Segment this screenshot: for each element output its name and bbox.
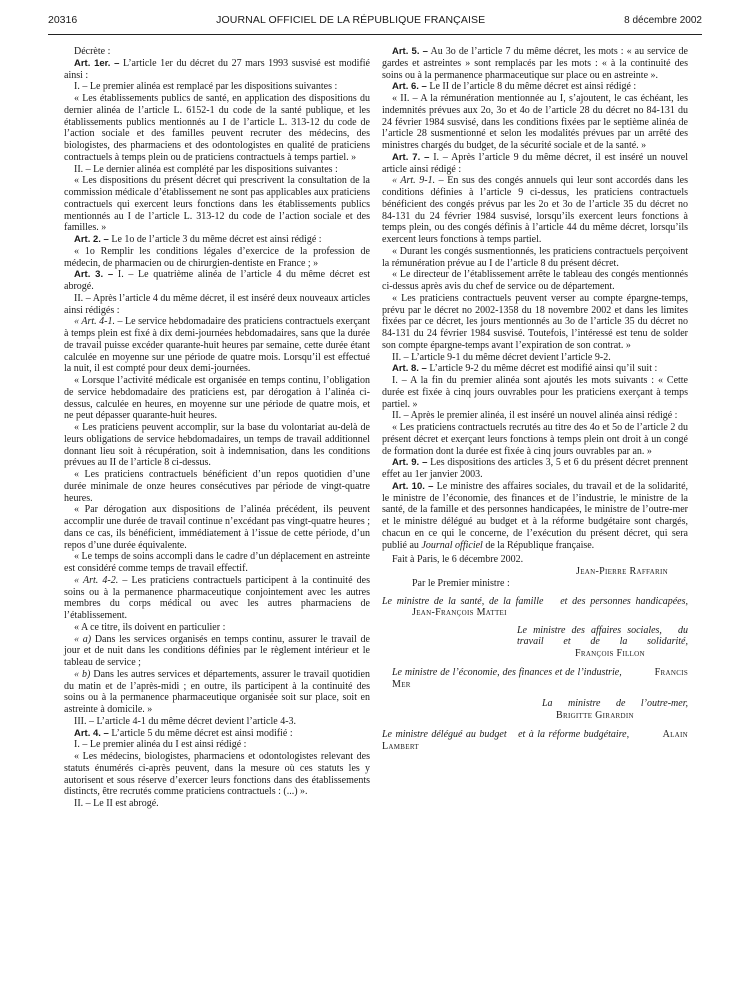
article-label: Art. 7. – — [392, 151, 430, 163]
article-label: Art. 10. – — [392, 480, 434, 492]
signatory-title: et des personnes handicapées, — [560, 595, 689, 607]
paragraph: II. – Le II est abrogé. — [74, 798, 159, 809]
article-text: L’article 5 du même décret est ainsi modifié : — [111, 727, 293, 739]
paragraph: « 1o Remplir les conditions légales d’exercice de la profession de médecin, de pharmacien ou de chirurgien-dentiste en France ; » — [64, 245, 370, 269]
left-column — [64, 46, 370, 810]
article-4-2 — [64, 575, 370, 622]
paragraph: II. – L’article 9-1 du même décret devient l’article 9-2. — [392, 351, 611, 363]
paragraph: « A ce titre, ils doivent en particulier : — [74, 621, 226, 633]
article-label: Art. 9. – — [392, 457, 428, 469]
item-label: « b) — [74, 668, 91, 680]
article-label: Art. 1er. – — [74, 57, 120, 69]
signature-affaires-sociales — [382, 625, 688, 660]
article-5 — [382, 46, 688, 81]
item-b — [64, 669, 370, 716]
signatory-title: Le ministre des affaires sociales, — [517, 624, 662, 636]
signatory-name: Jean-François Mattei — [412, 607, 507, 618]
article-text: Le 1o de l’article 3 du même décret est ainsi rédigé : — [111, 234, 322, 245]
signatory-title: Le ministre de l’économie, — [392, 667, 500, 678]
article-text: L’article 1er du décret du 27 mars 1993 susvisé est modifié ainsi : — [64, 57, 370, 81]
article-text: Les dispositions des articles 3, 5 et 6 du présent décret prennent effet au 1er janvier 2003. — [382, 457, 688, 480]
subarticle-text: – En sus des congés annuels qui leur sont accordés dans les conditions définies à l’article 9 ci-dessus, les praticiens contractuels bénéficient des congés prévus par les 2o et 3o de l’article 35 du décret no 84-131 du 24 février 1984 susvisé, lorsqu’ils exercent leurs fonctions à temps plein, ou des congés définis à l’article 44 du même décret, lorsqu’ils exercent leurs fonctions à temps partiel. — [382, 175, 688, 245]
article-3 — [64, 269, 370, 293]
signature-outre-mer — [382, 698, 688, 721]
paragraph: « Les médecins, biologistes, pharmaciens et odontologistes relevant des statuts énumérés ci-après peuvent, dans la mesure où ces statuts les y autorisent et sous réserve d’exercer leurs fonctions dans des établissements distincts, être recrutés comme praticiens contractuels : (...) ». — [64, 751, 370, 798]
paragraph: I. – Le premier alinéa du I est ainsi rédigé : — [74, 739, 247, 751]
article-7 — [382, 152, 688, 176]
item-label: « a) — [74, 633, 92, 645]
article-text: I. – Après l’article 9 du même décret, il est inséré un nouvel article ainsi rédigé : — [382, 151, 688, 175]
article-2 — [64, 234, 370, 246]
article-label: Art. 4. – — [74, 727, 109, 739]
paragraph: « Les praticiens contractuels recrutés au titre des 4o et 5o de l’article 2 du présent décret et exerçant leurs fonctions à temps plein ont droit à un congé de formation dont la durée est fixée à cinq jours ouvrables par an. » — [382, 422, 688, 457]
item-a — [64, 634, 370, 669]
article-text: Le II de l’article 8 du même décret est ainsi rédigé : — [429, 81, 637, 93]
prime-minister-name: Jean-Pierre Raffarin — [576, 566, 668, 577]
paragraph: « II. – A la rémunération mentionnée au I, s’ajoutent, le cas échéant, les indemnités prévues aux 2o, 3o et 4o de l’article 28 du décret no 84-131 du 24 février 1984 susvisé, dans les conditions fixées par le septième alinéa de l’article 28 susmentionné et selon les modalités prévues par un arrêté des ministres chargés du budget, de la sécurité sociale et de la santé. » — [382, 93, 688, 151]
signatory-title: Le ministre de la santé, de la famille — [382, 595, 544, 607]
signing-place-date: Fait à Paris, le 6 décembre 2002. — [392, 554, 524, 566]
paragraph: I. – A la fin du premier alinéa sont ajoutés les mots suivants : « Cette durée est fixée à cinq jours ouvrables pour les praticiens exerçant à temps partiel. » — [382, 375, 688, 410]
article-label: Art. 2. – — [74, 234, 109, 245]
article-label: Art. 8. – — [392, 363, 427, 375]
subarticle-label: « Art. 4-2. — [74, 574, 119, 586]
subarticle-label: « Art. 9-1. — [392, 175, 436, 187]
paragraph: II. – Le dernier alinéa est complété par les dispositions suivantes : — [74, 163, 338, 175]
signatory-name: Brigitte Girardin — [556, 709, 634, 721]
paragraph: « Les praticiens contractuels peuvent verser au compte épargne-temps, prévu par le décret no 2002-1358 du 18 novembre 2002 et dans les limites fixées par ce décret, les jours mentionnés au 3o de l’article 35 du décret no 84-131 du 24 février 1984 susvisé. Toutefois, l’intéressé est tenu de solder son compte épargne-temps avant l’expiration de son contrat. » — [382, 292, 688, 351]
article-text: Au 3o de l’article 7 du même décret, les mots : « au service de gardes et astreintes » sont remplacés par les mots : « à la continuité des soins ou à la permanence pharmaceutique sur place ou en astreinte ». — [382, 46, 688, 81]
journal-title: JOURNAL OFFICIEL DE LA RÉPUBLIQUE FRANÇAISE — [216, 14, 486, 26]
paragraph: « Le temps de soins accompli dans le cadre d’un déplacement en astreinte est considéré comme temps de travail effectif. — [64, 551, 370, 574]
signatory-title: des finances et de l’industrie, — [502, 667, 622, 678]
signatory-name: Francis Mer — [392, 667, 689, 690]
article-4 — [64, 728, 370, 740]
article-6 — [382, 81, 688, 93]
signatory-title: du travail et de la solidarité, — [517, 624, 689, 647]
signatory-title: et à la réforme budgétaire, — [518, 729, 630, 740]
paragraph: « Par dérogation aux dispositions de l’alinéa précédent, ils peuvent accomplir une durée de travail continue n’excédant pas vingt-quatre heures ; dans ce cas, ils bénéficient, immédiatement à l’issue de cette période, d’un repos d’une durée équivalente. — [64, 504, 370, 551]
countersign-by: Par le Premier ministre : — [412, 577, 510, 589]
subarticle-text: – Le service hebdomadaire des praticiens contractuels exerçant à temps plein est fixé à dix demi-journées hebdomadaires, sans que la durée de travail puisse excéder quarante-huit heures par semaine, cette durée étant calculée en moyenne sur une période de quatre mois. Lorsqu’il est effectué la nuit, il est compté pour deux demi-journées. — [64, 316, 370, 375]
paragraph: III. – L’article 4-1 du même décret devient l’article 4-3. — [74, 715, 297, 727]
article-text: L’article 9-2 du même décret est modifié ainsi qu’il suit : — [429, 363, 658, 375]
signatory-name: François Fillon — [575, 647, 645, 659]
paragraph: « Les établissements publics de santé, en application des dispositions du dernier alinéa de l’article L. 6152-1 du code de la santé publique, et les établissements publics mentionnés au I de l’article L. 313-12 du code de l’action sociale et des familles peuvent recruter des médecins, des biologistes, des pharmaciens et des odontologistes en qualité de praticiens contractuels à temps plein ou de praticiens contractuels à temps partiel. » — [64, 93, 370, 163]
header-rule — [48, 34, 702, 35]
subarticle-text: – Les praticiens contractuels participent à la continuité des soins ou à la permanence pharmaceutique conjointement avec les autres membres du corps médical ou avec les autres pharmaciens de l’établissement. — [64, 574, 370, 621]
article-label: Art. 3. – — [74, 269, 114, 281]
signatory-name: Alain Lambert — [382, 729, 689, 752]
article-9 — [382, 457, 688, 481]
paragraph: « Durant les congés susmentionnés, les praticiens contractuels perçoivent la rémunération prévue au I de l’article 8 du présent décret. — [382, 245, 688, 269]
signature-economie — [382, 667, 688, 690]
paragraph: « Les praticiens contractuels bénéficient d’un repos quotidien d’une durée minimale de onze heures consécutives par période de vingt-quatre heures. — [64, 469, 370, 504]
article-label: Art. 5. – — [392, 46, 428, 57]
paragraph: « Les praticiens peuvent accomplir, sur la base du volontariat au-delà de leurs obligations de service hebdomadaires, un temps de travail additionnel donnant lieu soit à récupération, soit à indemnisation, dans les conditions prévues au II de l’article 8 ci-dessus. — [64, 422, 370, 469]
paragraph: II. – Après le premier alinéa, il est inséré un nouvel alinéa ainsi rédigé : — [392, 410, 678, 422]
paragraph: « Lorsque l’activité médicale est organisée en temps continu, l’obligation de service hebdomadaire des praticiens est, par dérogation à l’alinéa ci-dessus, calculée en heures, en moyenne sur une période de quatre mois, et ne peut dépasser quarante-huit heures. — [64, 375, 370, 422]
article-1 — [64, 58, 370, 82]
page-header — [48, 14, 702, 30]
signatory-title: La ministre de l’outre-mer, — [542, 698, 688, 709]
right-column — [382, 46, 688, 752]
article-label: Art. 6. – — [392, 81, 427, 93]
paragraph: I. – Le premier alinéa est remplacé par les dispositions suivantes : — [74, 81, 338, 93]
article-text: I. – Le quatrième alinéa de l’article 4 du même décret est abrogé. — [64, 269, 370, 292]
article-10 — [382, 481, 688, 552]
signature-budget — [382, 729, 688, 752]
article-8 — [382, 363, 688, 375]
issue-date: 8 décembre 2002 — [624, 15, 702, 26]
signatory-title: Le ministre délégué au budget — [382, 729, 507, 740]
article-text-end: de la République française. — [482, 539, 595, 551]
signature-sante — [382, 596, 688, 619]
article-text: Le ministre des affaires sociales, du travail et de la solidarité, le ministre de l’économie, des finances et de l’industrie, le ministre de la santé, de la famille et des personnes handicapées, le ministre de l’outre-mer et le ministre délégué au budget et à la réforme budgétaire sont chargés, chacun en ce qui le concerne, de l’exécution du présent décret, qui sera publié au — [382, 480, 689, 551]
article-4-1 — [64, 316, 370, 375]
subarticle-label: « Art. 4-1. — [74, 316, 115, 328]
journal-officiel-ref: Journal officiel — [421, 539, 483, 551]
page-number: 20316 — [48, 14, 78, 26]
item-text: Dans les autres services et départements, assurer le travail quotidien du matin et de l’après-midi ; en outre, ils participent à la continuité des soins ou à la permanence pharmaceutique organisée soit sur place, soit en astreinte à domicile. » — [64, 668, 370, 715]
paragraph: II. – Après l’article 4 du même décret, il est inséré deux nouveaux articles ainsi rédigés : — [64, 292, 370, 316]
decrete-heading: Décrète : — [74, 46, 111, 57]
paragraph: « Les dispositions du présent décret qui prescrivent la consultation de la commission médicale d’établissement ne sont pas applicables aux praticiens contractuels qui exercent leurs fonctions dans les établissements publics mentionnés au I de l’article L. 313-12 du code de l’action sociale et des familles. » — [64, 175, 370, 234]
article-9-1 — [382, 175, 688, 246]
paragraph: « Le directeur de l’établissement arrête le tableau des congés mentionnés ci-dessus après avis du chef de service ou de département. — [382, 269, 688, 292]
item-text: Dans les services organisés en temps continu, assurer le travail de jour et de nuit dans les conditions définies par le règlement intérieur et le tableau de service ; — [64, 633, 370, 668]
